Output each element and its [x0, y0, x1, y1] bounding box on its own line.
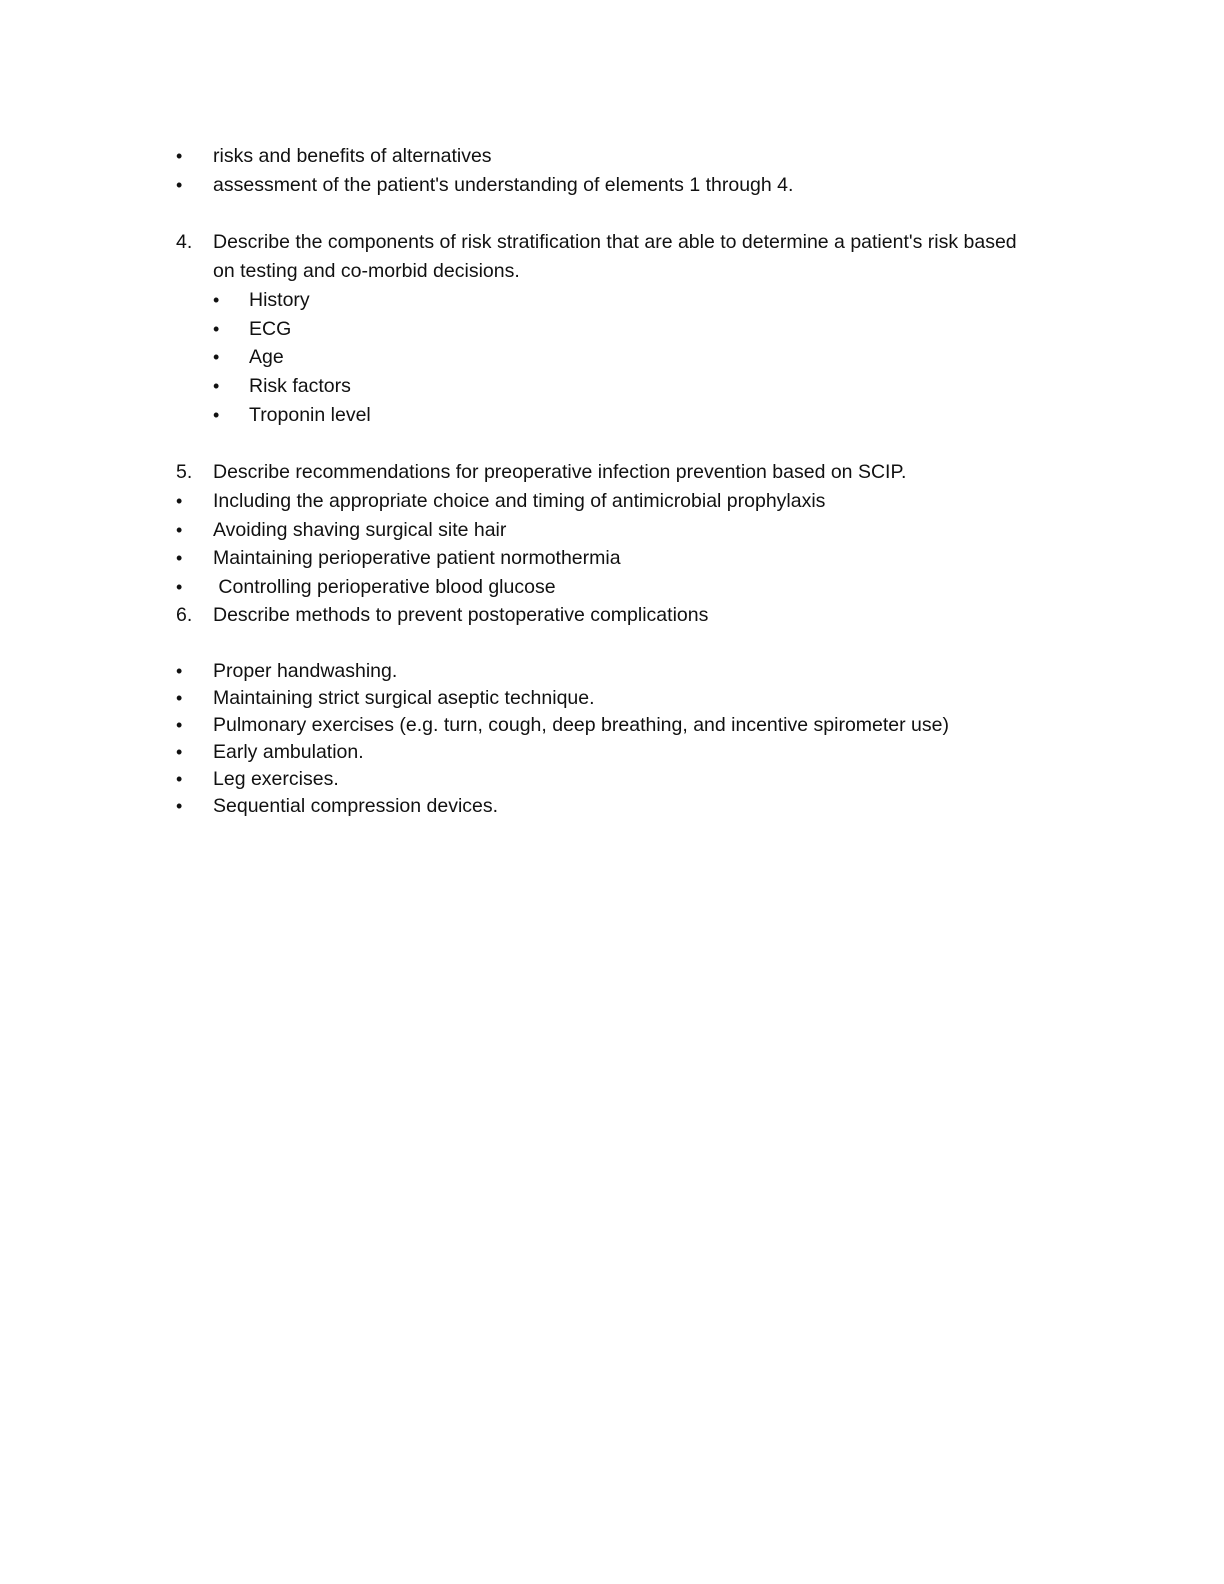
sub-list-item: Risk factors	[249, 375, 351, 397]
list-item: risks and benefits of alternatives	[213, 145, 492, 167]
list-item: Sequential compression devices.	[213, 795, 499, 817]
bullet-icon: •	[176, 688, 183, 708]
bullet-icon: •	[176, 769, 183, 789]
list-item: Early ambulation.	[213, 741, 364, 763]
sub-list-item: Age	[249, 346, 284, 368]
list-item: Pulmonary exercises (e.g. turn, cough, deep breathing, and incentive spirometer use)	[213, 714, 949, 736]
list-item: Avoiding shaving surgical site hair	[213, 519, 507, 541]
item-number-5: 5.	[176, 461, 193, 483]
item-4-text-line1: Describe the components of risk stratification that are able to determine a patient's risk based	[213, 231, 1017, 253]
bullet-icon: •	[213, 347, 220, 367]
bullet-icon: •	[176, 520, 183, 540]
sub-list-item: Troponin level	[249, 404, 371, 426]
bullet-icon: •	[176, 548, 183, 568]
list-item: Leg exercises.	[213, 768, 339, 790]
bullet-icon: •	[213, 290, 220, 310]
bullet-icon: •	[176, 577, 183, 597]
item-number-6: 6.	[176, 604, 193, 626]
list-item: assessment of the patient's understanding of elements 1 through 4.	[213, 174, 794, 196]
item-number-4: 4.	[176, 231, 193, 253]
list-item: Including the appropriate choice and timing of antimicrobial prophylaxis	[213, 490, 826, 512]
bullet-icon: •	[213, 405, 220, 425]
list-item: Controlling perioperative blood glucose	[213, 576, 556, 598]
bullet-icon: •	[176, 491, 183, 511]
bullet-icon: •	[176, 742, 183, 762]
sub-list-item: ECG	[249, 318, 292, 340]
bullet-icon: •	[176, 146, 183, 166]
bullet-icon: •	[213, 376, 220, 396]
sub-list-item: History	[249, 289, 310, 311]
item-5-text: Describe recommendations for preoperative infection prevention based on SCIP.	[213, 461, 907, 483]
item-6-text: Describe methods to prevent postoperative complications	[213, 604, 709, 626]
list-item: Maintaining strict surgical aseptic technique.	[213, 687, 595, 709]
bullet-icon: •	[176, 661, 183, 681]
bullet-icon: •	[176, 796, 183, 816]
list-item: Maintaining perioperative patient normothermia	[213, 547, 621, 569]
bullet-icon: •	[176, 175, 183, 195]
bullet-icon: •	[176, 715, 183, 735]
bullet-icon: •	[213, 319, 220, 339]
list-item: Proper handwashing.	[213, 660, 398, 682]
item-4-text-line2: on testing and co-morbid decisions.	[213, 260, 520, 282]
